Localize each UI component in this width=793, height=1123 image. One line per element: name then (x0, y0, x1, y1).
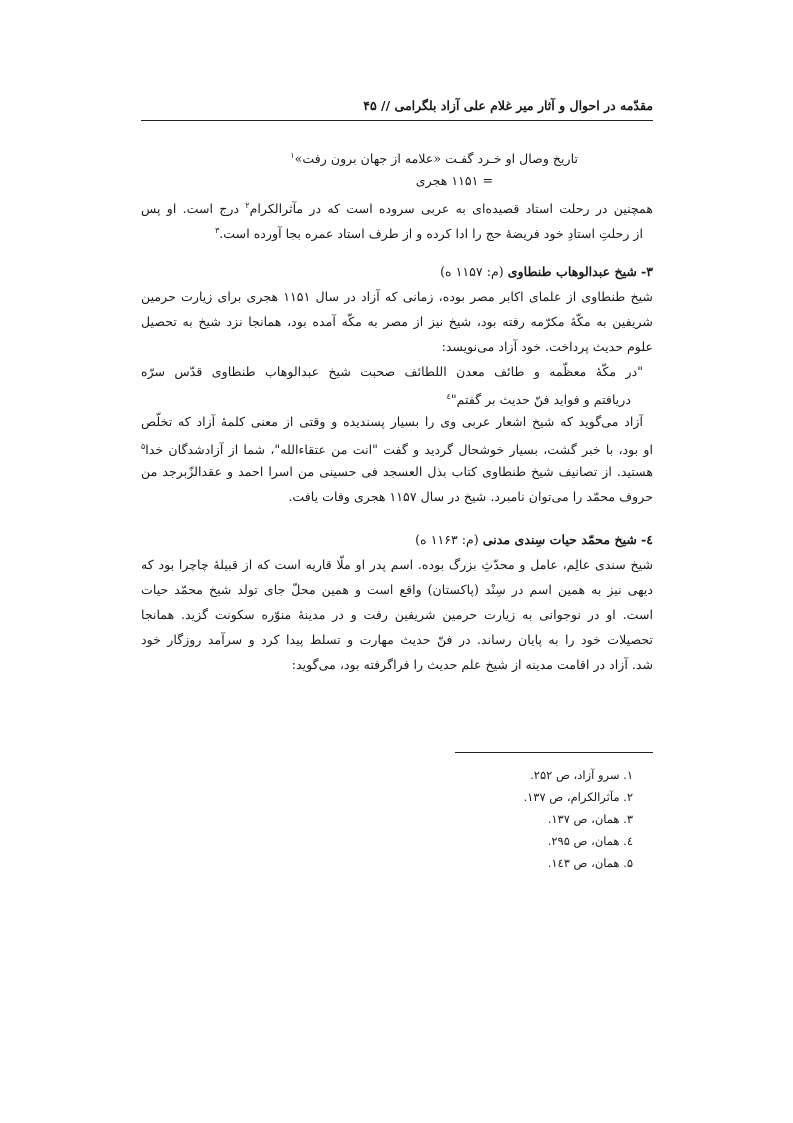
section-4-heading (141, 527, 653, 552)
section-3-para2-line-1: آزاد می‌گوید که شیخ اشعار عربی وی را بسیار پسندیده و وقتی از معنی کلمهٔ آزاد که تخلّص (141, 414, 643, 429)
section-3-number: ۳- (641, 264, 653, 279)
poem-line-1: تاریخ وصال او خـرد گفـت «علامه از جهان برون رفت»$^۱$ (290, 151, 578, 167)
section-4-line-4: تحصیلات خود را به پایان رساند. در فنّ حدیث مهارت و تسلط پیدا کرد و سرآمد روزگار خود (141, 632, 653, 647)
section-4-line-3: است. او در نوجوانی به زیارت حرمین شریفین رفت و در مدینهٔ منوّره سکونت گزید. همانجا (141, 607, 653, 622)
footnote-5: ۵. همان، ص ۱٤۳. (547, 856, 633, 870)
footnotes (300, 764, 633, 874)
footnote-4: ٤. همان، ص ۲۹۵. (547, 834, 633, 848)
section-3-years: (م: ۱۱۵۷ ه) (440, 264, 504, 279)
main-text (141, 143, 653, 677)
page-number: ۴۵ (363, 98, 377, 113)
footnote-mark-5: ۵ (141, 442, 146, 451)
footnote-rule (455, 752, 653, 753)
section-3-para2-line-2: او بود، با خبر گشت، بسیار خوشحال گردید و گفت "انت من عتقاءالله"، شما از آزادشدگان خدا$^۵$ (141, 442, 653, 458)
footnote-mark-4: ٤ (446, 392, 451, 401)
running-header (141, 98, 653, 113)
section-4-years: (م: ۱۱۶۳ ه) (415, 532, 479, 547)
section-4-name: شیخ محمّد حیات سِندی مدنی (482, 532, 637, 547)
section-4-number: ٤- (641, 532, 653, 547)
section-3-line-2: شریفین به مکّهٔ مکرّمه رفته بود، شیخ نیز از مصر به مکّه آمده بود، همانجا نزد شیخ به تحصیل (141, 314, 653, 329)
quote-line-1: "در مکّهٔ معظّمه و طائف معدن اللطائف صحبت شیخ عبدالوهاب طنطاوی قدّس سرّه (141, 364, 643, 379)
section-4-line-5: شد. آزاد در اقامت مدینه از شیخ علم حدیث را فراگرفته بود، می‌گوید: (291, 657, 653, 672)
section-3-line-1: شیخ طنطاوی از علمای اکابر مصر بوده، زمانی که آزاد در سال ۱۱۵۱ هجری برای زیارت حرمین (141, 289, 653, 304)
poem-line-2: = ۱۱۵۱ هجری (415, 173, 493, 188)
footnote-mark-2-inline: ۲ (245, 201, 250, 210)
footnote-mark-3: ۳ (214, 226, 220, 235)
footnote-mark-1: ۱ (290, 151, 295, 160)
footnote-2: ۲. مآثرالکرام، ص ۱۳۷. (523, 790, 633, 804)
intro-line-1: همچنین در رحلت استاد قصیده‌ای به عربی سروده است که در مآثرالکرام$^۲$ درج است. او پس (141, 201, 653, 217)
section-3-name: شیخ عبدالوهاب طنطاوی (507, 264, 637, 279)
header-rule (141, 120, 653, 121)
section-4-line-2: دیهی نیز به همین اسم در سِنْد (پاکستان) واقع است و همین محلّ جای تولد شیخ محمّد حیات (141, 582, 653, 597)
section-3-heading (141, 259, 653, 284)
section-3-para2-line-4: حروف محمّد را می‌توان نامبرد. شیخ در سال ۱۱۵۷ هجری وفات یافت. (288, 489, 653, 504)
running-title: مقدّمه در احوال و آثار میر غلام علی آزاد بلگرامی (394, 98, 653, 113)
quote-line-2: دریافتم و فواید فنّ حدیث بر گفتم"$^٤$ (446, 392, 631, 408)
footnote-3: ۳. همان، ص ۱۳۷. (547, 812, 633, 826)
section-3-line-3: علوم حدیث پرداخت. خود آزاد می‌نویسد: (441, 339, 653, 354)
section-4-line-1: شیخ سندی عالِم، عامل و محدّثِ بزرگ بوده. اسم پدر او ملّا قاریه است که از قبیلهٔ چاچرا بود که (141, 557, 653, 572)
header-separator: // (381, 98, 391, 113)
footnote-1: ۱. سرو آزاد، ص ۲۵۲. (530, 768, 633, 782)
section-3-para2-line-3: هستید. از تصانیف شیخ طنطاوی کتاب بذل العسجد فی حسینی من اسرا احمد و عقدالزّبرجد من (141, 464, 653, 479)
intro-line-2: از رحلتِ استادِ خود فریضهٔ حج را ادا کرده و از طرف استاد عمره بجا آورده است.$^۳$ (214, 226, 643, 242)
